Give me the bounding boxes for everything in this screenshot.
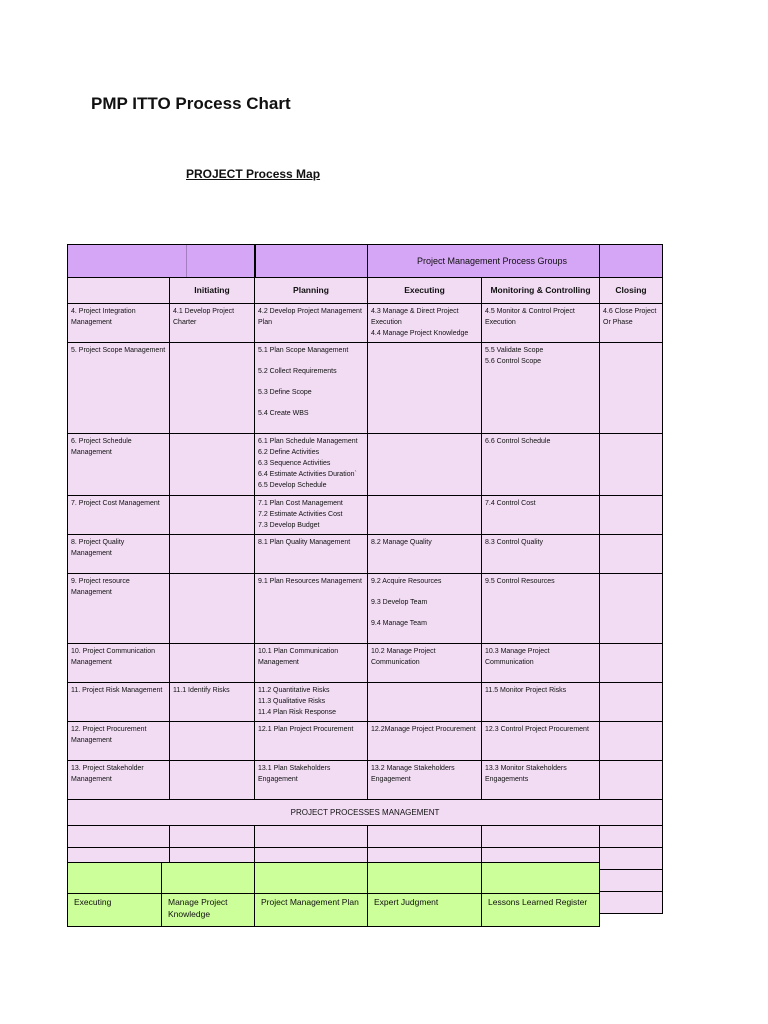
process-item: 6.4 Estimate Activities Duration` <box>258 471 357 478</box>
empty-cell <box>368 826 482 848</box>
process-groups-label: Project Management Process Groups <box>416 255 568 266</box>
knowledge-area-cell: 5. Project Scope Management <box>68 343 170 434</box>
process-cell-executing <box>368 434 482 496</box>
groups-blank-cell <box>255 245 368 278</box>
process-item: 9.3 Develop Team <box>371 599 428 606</box>
process-item: 4.5 Monitor & Control Project Execution <box>485 308 575 326</box>
process-cell-monitoring <box>482 304 600 343</box>
green-blank-cell <box>162 863 255 894</box>
process-cell-monitoring <box>482 683 600 722</box>
process-cell-planning <box>255 535 368 574</box>
process-item: 5.6 Control Scope <box>485 358 542 365</box>
process-item: 11.1 Identify Risks <box>173 687 230 694</box>
knowledge-area-row <box>68 644 663 683</box>
knowledge-area-cell: 8. Project Quality Management <box>68 535 170 574</box>
process-item: 7.1 Plan Cost Management <box>258 500 343 507</box>
process-item: 5.4 Create WBS <box>258 410 309 417</box>
process-map-table <box>67 244 663 914</box>
process-item: 12.1 Plan Project Procurement <box>258 726 354 733</box>
process-cell-executing <box>368 761 482 800</box>
process-cell-initiating <box>170 535 255 574</box>
process-cell-planning <box>255 343 368 434</box>
process-cell-planning <box>255 304 368 343</box>
process-cell-planning <box>255 574 368 644</box>
process-item: 6.1 Plan Schedule Management <box>258 438 358 445</box>
process-cell-initiating <box>170 574 255 644</box>
knowledge-area-row <box>68 343 663 434</box>
process-item: 10.2 Manage Project Communication <box>371 648 436 666</box>
green-cell-process: Manage Project Knowledge <box>162 894 255 927</box>
column-header-monitoring: Monitoring & Controlling <box>482 278 600 304</box>
process-cell-initiating <box>170 761 255 800</box>
itto-green-table <box>67 862 600 927</box>
groups-blank-cell <box>68 245 255 278</box>
line-gap <box>258 377 364 387</box>
process-cell-planning <box>255 722 368 761</box>
process-cell-closing <box>600 304 663 343</box>
line-gap <box>258 398 364 408</box>
green-cell-input: Project Management Plan <box>255 894 368 927</box>
process-cell-executing <box>368 683 482 722</box>
process-cell-initiating <box>170 343 255 434</box>
process-item: 13.3 Monitor Stakeholders Engagements <box>485 765 567 783</box>
knowledge-area-row <box>68 683 663 722</box>
process-item: 10.1 Plan Communication Management <box>258 648 339 666</box>
knowledge-area-row <box>68 434 663 496</box>
process-item: 8.3 Control Quality <box>485 539 543 546</box>
process-cell-closing <box>600 683 663 722</box>
process-cell-initiating <box>170 496 255 535</box>
process-item: 4.4 Manage Project Knowledge <box>371 330 469 337</box>
knowledge-area-row <box>68 304 663 343</box>
process-cell-closing <box>600 535 663 574</box>
column-header-planning: Planning <box>255 278 368 304</box>
process-item: 12.3 Control Project Procurement <box>485 726 589 733</box>
green-blank-cell <box>68 863 162 894</box>
process-cell-planning <box>255 683 368 722</box>
process-item: 9.4 Manage Team <box>371 620 427 627</box>
process-item: 9.1 Plan Resources Management <box>258 578 362 585</box>
green-blank-row <box>68 863 600 894</box>
process-cell-executing <box>368 496 482 535</box>
empty-cell <box>600 870 663 892</box>
process-item: 13.1 Plan Stakeholders Engagement <box>258 765 331 783</box>
knowledge-area-cell: 10. Project Communication Management <box>68 644 170 683</box>
process-cell-closing <box>600 434 663 496</box>
page-subtitle: PROJECT Process Map <box>186 167 321 181</box>
green-blank-cell <box>482 863 600 894</box>
line-gap <box>258 356 364 366</box>
process-item: 8.1 Plan Quality Management <box>258 539 351 546</box>
section-row <box>68 800 663 826</box>
green-cell-tool: Expert Judgment <box>368 894 482 927</box>
knowledge-area-row <box>68 496 663 535</box>
section-label: PROJECT PROCESSES MANAGEMENT <box>68 800 663 826</box>
empty-cell <box>482 826 600 848</box>
knowledge-area-row <box>68 535 663 574</box>
green-blank-cell <box>255 863 368 894</box>
process-item: 6.5 Develop Schedule <box>258 482 327 489</box>
process-item: 6.3 Sequence Activities <box>258 460 331 467</box>
knowledge-area-row <box>68 722 663 761</box>
process-cell-closing <box>600 496 663 535</box>
column-header-closing: Closing <box>600 278 663 304</box>
process-cell-closing <box>600 343 663 434</box>
process-cell-executing <box>368 722 482 761</box>
green-cell-process-group: Executing <box>68 894 162 927</box>
knowledge-area-cell: 13. Project Stakeholder Management <box>68 761 170 800</box>
empty-cell <box>600 848 663 870</box>
process-cell-closing <box>600 722 663 761</box>
process-cell-monitoring <box>482 722 600 761</box>
green-data-row <box>68 894 600 927</box>
process-cell-monitoring <box>482 535 600 574</box>
green-cell-output: Lessons Learned Register <box>482 894 600 927</box>
green-blank-cell <box>368 863 482 894</box>
empty-cell <box>255 826 368 848</box>
groups-label-cell <box>368 245 600 278</box>
process-item: 4.3 Manage & Direct Project Execution <box>371 308 459 326</box>
process-cell-closing <box>600 644 663 683</box>
process-cell-executing <box>368 304 482 343</box>
process-item: 6.6 Control Schedule <box>485 438 551 445</box>
process-cell-monitoring <box>482 343 600 434</box>
process-item: 5.5 Validate Scope <box>485 347 544 354</box>
column-header-row <box>68 278 663 304</box>
process-cell-executing <box>368 574 482 644</box>
knowledge-area-cell: 9. Project resource Management <box>68 574 170 644</box>
process-cell-executing <box>368 535 482 574</box>
knowledge-area-cell: 11. Project Risk Management <box>68 683 170 722</box>
column-header-executing: Executing <box>368 278 482 304</box>
process-cell-executing <box>368 644 482 683</box>
empty-row <box>68 826 663 848</box>
process-item: 6.2 Define Activities <box>258 449 320 456</box>
process-item: 4.2 Develop Project Management Plan <box>258 308 362 326</box>
page-title: PMP ITTO Process Chart <box>91 94 291 113</box>
process-cell-monitoring <box>482 496 600 535</box>
line-gap <box>371 608 478 618</box>
knowledge-area-row <box>68 574 663 644</box>
header-blank-cell <box>68 278 170 304</box>
empty-cell <box>170 826 255 848</box>
process-groups-row <box>68 245 663 278</box>
process-item: 13.2 Manage Stakeholders Engagement <box>371 765 455 783</box>
column-header-initiating: Initiating <box>170 278 255 304</box>
knowledge-area-cell: 12. Project Procurement Management <box>68 722 170 761</box>
process-cell-planning <box>255 434 368 496</box>
groups-blank-cell <box>600 245 663 278</box>
empty-cell <box>600 826 663 848</box>
process-cell-initiating <box>170 644 255 683</box>
process-item: 4.6 Close Project Or Phase <box>603 308 657 326</box>
process-item: 12.2Manage Project Procurement <box>371 726 476 733</box>
process-cell-initiating <box>170 683 255 722</box>
process-item: 9.5 Control Resources <box>485 578 555 585</box>
process-cell-planning <box>255 761 368 800</box>
process-item: 5.3 Define Scope <box>258 389 312 396</box>
process-item: 8.2 Manage Quality <box>371 539 432 546</box>
process-cell-initiating <box>170 304 255 343</box>
process-item: 7.4 Control Cost <box>485 500 536 507</box>
process-cell-monitoring <box>482 644 600 683</box>
process-item: 7.3 Develop Budget <box>258 522 320 529</box>
process-cell-closing <box>600 574 663 644</box>
process-cell-monitoring <box>482 761 600 800</box>
empty-cell <box>600 892 663 914</box>
process-item: 4.1 Develop Project Charter <box>173 308 235 326</box>
process-cell-executing <box>368 343 482 434</box>
empty-cell <box>68 826 170 848</box>
knowledge-area-cell: 7. Project Cost Management <box>68 496 170 535</box>
process-cell-initiating <box>170 434 255 496</box>
process-cell-monitoring <box>482 574 600 644</box>
process-cell-planning <box>255 644 368 683</box>
process-item: 9.2 Acquire Resources <box>371 578 442 585</box>
line-gap <box>371 587 478 597</box>
process-cell-closing <box>600 761 663 800</box>
knowledge-area-cell: 6. Project Schedule Management <box>68 434 170 496</box>
process-cell-monitoring <box>482 434 600 496</box>
process-item: 11.3 Qualitative Risks <box>258 698 326 705</box>
process-item: 5.2 Collect Requirements <box>258 368 337 375</box>
process-cell-planning <box>255 496 368 535</box>
knowledge-area-cell: 4. Project Integration Management <box>68 304 170 343</box>
process-item: 5.1 Plan Scope Management <box>258 347 349 354</box>
process-item: 11.4 Plan Risk Response <box>258 709 337 716</box>
process-item: 10.3 Manage Project Communication <box>485 648 550 666</box>
process-item: 11.2 Quantitative Risks <box>258 687 330 694</box>
process-item: 11.5 Monitor Project Risks <box>485 687 567 694</box>
process-item: 7.2 Estimate Activities Cost <box>258 511 343 518</box>
knowledge-area-row <box>68 761 663 800</box>
process-cell-initiating <box>170 722 255 761</box>
